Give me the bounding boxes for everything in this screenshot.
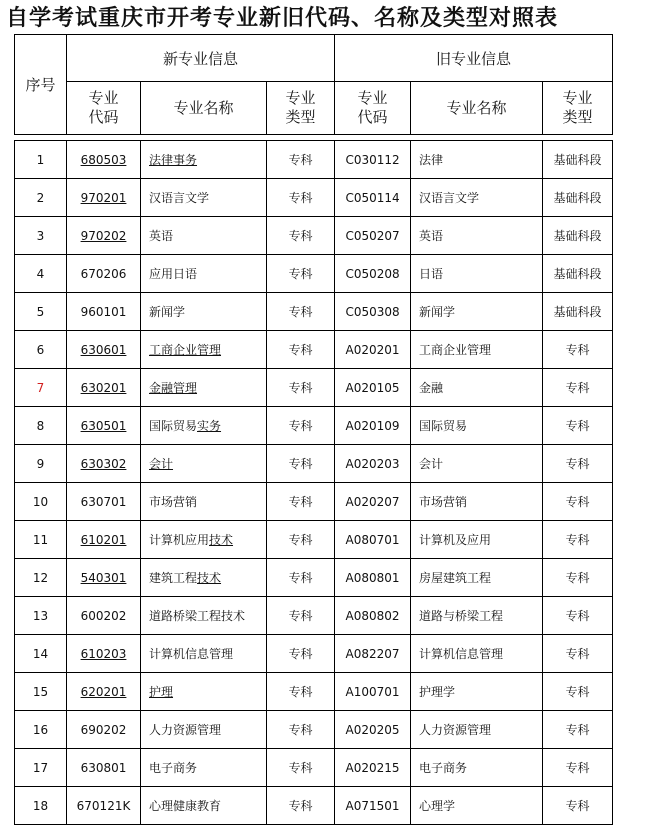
old-name-cell: 国际贸易	[411, 407, 543, 445]
seq-header: 序号	[15, 35, 67, 135]
seq-cell: 3	[15, 217, 67, 255]
table-row	[15, 331, 613, 369]
new-code-cell: 630601	[67, 331, 141, 369]
old-name-cell: 法律	[411, 141, 543, 179]
new-name-cell: 汉语言文学	[141, 179, 267, 217]
old-name-cell: 电子商务	[411, 749, 543, 787]
old-code-cell: C050308	[335, 293, 411, 331]
seq-cell: 6	[15, 331, 67, 369]
old-name-cell: 汉语言文学	[411, 179, 543, 217]
new-type-cell: 专科	[267, 293, 335, 331]
old-name-cell: 英语	[411, 217, 543, 255]
table-row	[15, 635, 613, 673]
old-name-cell: 房屋建筑工程	[411, 559, 543, 597]
new-type-cell: 专科	[267, 521, 335, 559]
table-row	[15, 445, 613, 483]
old-code-cell: A082207	[335, 635, 411, 673]
old-type-header: 专业 类型	[543, 82, 613, 135]
seq-cell: 1	[15, 141, 67, 179]
table-row	[15, 407, 613, 445]
table-row	[15, 255, 613, 293]
table-row	[15, 141, 613, 179]
seq-cell: 11	[15, 521, 67, 559]
new-code-cell: 670206	[67, 255, 141, 293]
old-name-cell: 工商企业管理	[411, 331, 543, 369]
old-code-cell: A080801	[335, 559, 411, 597]
old-name-cell: 市场营销	[411, 483, 543, 521]
new-name-cell: 应用日语	[141, 255, 267, 293]
new-type-cell: 专科	[267, 711, 335, 749]
new-code-cell: 960101	[67, 293, 141, 331]
new-code-cell: 970201	[67, 179, 141, 217]
old-type-cell: 专科	[543, 597, 613, 635]
new-type-cell: 专科	[267, 559, 335, 597]
new-code-cell: 630302	[67, 445, 141, 483]
old-code-cell: C030112	[335, 141, 411, 179]
old-type-cell: 专科	[543, 521, 613, 559]
table-row	[15, 179, 613, 217]
old-type-cell: 专科	[543, 749, 613, 787]
new-name-header: 专业名称	[141, 82, 267, 135]
old-code-cell: A080701	[335, 521, 411, 559]
table-row	[15, 217, 613, 255]
old-name-cell: 会计	[411, 445, 543, 483]
new-name-cell: 计算机信息管理	[141, 635, 267, 673]
old-name-cell: 心理学	[411, 787, 543, 825]
seq-cell: 16	[15, 711, 67, 749]
old-code-header: 专业 代码	[335, 82, 411, 135]
seq-cell: 17	[15, 749, 67, 787]
new-code-cell: 600202	[67, 597, 141, 635]
old-type-cell: 专科	[543, 331, 613, 369]
new-name-cell: 英语	[141, 217, 267, 255]
table-row	[15, 711, 613, 749]
new-type-cell: 专科	[267, 673, 335, 711]
new-name-cell: 人力资源管理	[141, 711, 267, 749]
old-name-cell: 道路与桥梁工程	[411, 597, 543, 635]
seq-cell: 5	[15, 293, 67, 331]
new-name-cell: 电子商务	[141, 749, 267, 787]
seq-cell: 4	[15, 255, 67, 293]
old-type-cell: 专科	[543, 483, 613, 521]
old-code-cell: A080802	[335, 597, 411, 635]
old-type-cell: 基础科段	[543, 217, 613, 255]
table-row	[15, 521, 613, 559]
old-type-cell: 专科	[543, 673, 613, 711]
new-code-cell: 540301	[67, 559, 141, 597]
new-name-cell: 心理健康教育	[141, 787, 267, 825]
new-code-cell: 630801	[67, 749, 141, 787]
old-code-cell: C050114	[335, 179, 411, 217]
new-code-cell: 690202	[67, 711, 141, 749]
old-type-cell: 基础科段	[543, 293, 613, 331]
mapping-table	[14, 34, 613, 825]
seq-cell: 12	[15, 559, 67, 597]
new-code-header: 专业 代码	[67, 82, 141, 135]
old-info-header: 旧专业信息	[335, 35, 613, 82]
old-name-cell: 金融	[411, 369, 543, 407]
page-title: 自学考试重庆市开考专业新旧代码、名称及类型对照表	[6, 5, 559, 31]
new-name-cell: 建筑工程技术	[141, 559, 267, 597]
old-type-cell: 基础科段	[543, 255, 613, 293]
old-type-cell: 专科	[543, 711, 613, 749]
table-row	[15, 559, 613, 597]
new-type-cell: 专科	[267, 255, 335, 293]
seq-cell: 9	[15, 445, 67, 483]
old-code-cell: A020203	[335, 445, 411, 483]
old-name-cell: 计算机及应用	[411, 521, 543, 559]
old-name-cell: 新闻学	[411, 293, 543, 331]
new-type-cell: 专科	[267, 597, 335, 635]
old-type-cell: 专科	[543, 369, 613, 407]
old-name-cell: 计算机信息管理	[411, 635, 543, 673]
table-row	[15, 293, 613, 331]
new-name-cell: 道路桥梁工程技术	[141, 597, 267, 635]
seq-cell: 10	[15, 483, 67, 521]
old-type-cell: 专科	[543, 407, 613, 445]
new-name-cell: 计算机应用技术	[141, 521, 267, 559]
new-type-cell: 专科	[267, 787, 335, 825]
seq-cell: 13	[15, 597, 67, 635]
seq-cell: 2	[15, 179, 67, 217]
new-code-cell: 630701	[67, 483, 141, 521]
old-name-cell: 护理学	[411, 673, 543, 711]
new-name-cell: 法律事务	[141, 141, 267, 179]
new-code-cell: 610203	[67, 635, 141, 673]
new-name-cell: 新闻学	[141, 293, 267, 331]
new-type-cell: 专科	[267, 749, 335, 787]
new-name-cell: 市场营销	[141, 483, 267, 521]
new-name-cell: 金融管理	[141, 369, 267, 407]
table-row	[15, 597, 613, 635]
new-code-cell: 630501	[67, 407, 141, 445]
new-name-cell: 护理	[141, 673, 267, 711]
old-name-cell: 人力资源管理	[411, 711, 543, 749]
old-code-cell: A020205	[335, 711, 411, 749]
table-row	[15, 369, 613, 407]
new-code-cell: 620201	[67, 673, 141, 711]
old-type-cell: 基础科段	[543, 141, 613, 179]
new-type-header: 专业 类型	[267, 82, 335, 135]
new-code-cell: 970202	[67, 217, 141, 255]
old-code-cell: C050208	[335, 255, 411, 293]
new-type-cell: 专科	[267, 635, 335, 673]
old-code-cell: A020215	[335, 749, 411, 787]
table-row	[15, 749, 613, 787]
seq-cell: 18	[15, 787, 67, 825]
old-code-cell: A100701	[335, 673, 411, 711]
new-name-cell: 会计	[141, 445, 267, 483]
old-name-header: 专业名称	[411, 82, 543, 135]
new-type-cell: 专科	[267, 483, 335, 521]
new-type-cell: 专科	[267, 407, 335, 445]
old-code-cell: A071501	[335, 787, 411, 825]
old-code-cell: A020105	[335, 369, 411, 407]
new-type-cell: 专科	[267, 179, 335, 217]
old-code-cell: C050207	[335, 217, 411, 255]
new-name-cell: 工商企业管理	[141, 331, 267, 369]
old-type-cell: 专科	[543, 445, 613, 483]
old-type-cell: 专科	[543, 787, 613, 825]
new-info-header: 新专业信息	[67, 35, 335, 82]
new-code-cell: 680503	[67, 141, 141, 179]
old-type-cell: 专科	[543, 635, 613, 673]
seq-cell: 8	[15, 407, 67, 445]
new-type-cell: 专科	[267, 331, 335, 369]
new-type-cell: 专科	[267, 369, 335, 407]
new-code-cell: 670121K	[67, 787, 141, 825]
old-code-cell: A020201	[335, 331, 411, 369]
new-code-cell: 610201	[67, 521, 141, 559]
old-code-cell: A020207	[335, 483, 411, 521]
new-type-cell: 专科	[267, 141, 335, 179]
old-name-cell: 日语	[411, 255, 543, 293]
new-name-cell: 国际贸易实务	[141, 407, 267, 445]
seq-cell: 7	[15, 369, 67, 407]
new-type-cell: 专科	[267, 217, 335, 255]
new-type-cell: 专科	[267, 445, 335, 483]
table-row	[15, 673, 613, 711]
new-code-cell: 630201	[67, 369, 141, 407]
old-type-cell: 专科	[543, 559, 613, 597]
old-code-cell: A020109	[335, 407, 411, 445]
table-row	[15, 787, 613, 825]
seq-cell: 15	[15, 673, 67, 711]
seq-cell: 14	[15, 635, 67, 673]
table-row	[15, 483, 613, 521]
old-type-cell: 基础科段	[543, 179, 613, 217]
